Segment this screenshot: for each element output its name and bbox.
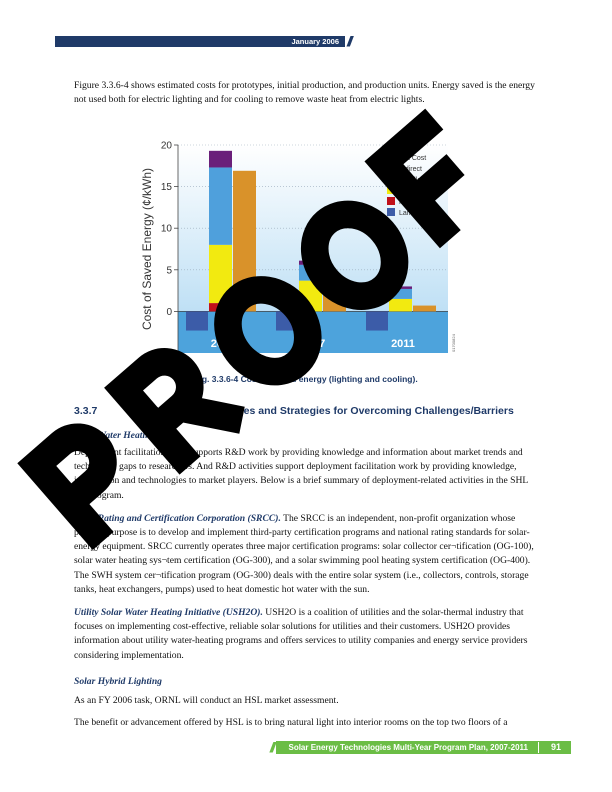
figure-caption: Fig. 3.3.6-4 Cost of saved energy (lighting and cooling). — [194, 374, 418, 384]
shl-heading: Solar Hybrid Lighting — [74, 675, 162, 687]
y-tick-label: -5 — [163, 348, 172, 360]
y-tick-label: 0 — [166, 306, 172, 318]
srcc-title: Solar Rating and Certification Corporation (SRCC). — [74, 512, 281, 524]
shl-paragraph-2: The benefit or advancement offered by HSL is to bring natural light into interior rooms on the top two floors of a — [74, 717, 508, 729]
legend-label: Lamp O&M — [399, 210, 435, 217]
section-title: SHL Market Opportunities and Strategies for Overcoming Challenges/Barriers — [126, 405, 514, 417]
x-tick-label: 2005 — [210, 338, 236, 350]
legend-label: System — [399, 188, 423, 195]
bar-lamp-om — [276, 311, 298, 330]
legend-swatch — [387, 186, 395, 194]
bar-indirect — [299, 261, 322, 265]
section-number: 3.3.7 — [74, 405, 98, 417]
x-tick-label: 2007 — [300, 338, 326, 350]
page-number: 91 — [550, 741, 561, 752]
shl-paragraph-1: As an FY 2006 task, ORNL will conduct an HSL market assessment. — [74, 694, 339, 706]
legend-swatch — [387, 153, 395, 161]
x-tick-label: 2011 — [391, 338, 415, 350]
footer-title: Solar Energy Technologies Multi-Year Program Plan, 2007-2011 — [288, 742, 528, 752]
header-date: January 2006 — [291, 37, 339, 46]
bar-installation — [389, 289, 412, 299]
legend-swatch — [387, 175, 395, 183]
ush2o-paragraph — [74, 606, 544, 663]
bar-lamp-om — [366, 311, 388, 330]
bar-installation — [299, 265, 322, 281]
bar-installation — [209, 167, 232, 244]
legend-swatch — [387, 164, 395, 172]
bar-indirect — [209, 151, 232, 168]
swh-paragraph: Deployment facilitation work supports R&D work by providing knowledge and information about market trends and technology gaps to researchers. And R&D activities support deployment facilitation work by providing knowledge, information and technologies to market players. Below is a brief summary of deployment-related activities in the SHL Subprogram. — [74, 447, 528, 501]
legend-label: HSL O&M — [399, 199, 431, 206]
srcc-text: The SRCC is an independent, non-profit organization whose primary purpose is to develop and implement third-party certification programs and national rating standards for solar-energy equipment. SRCC currently operates three major certification programs: solar collector cer¬tification (OG-100), solar water heating sys¬tem certification (OG-300), and a solar swimming pool heating system certification (OG-400). The SWH system cer¬tification program (OG-300) deals with the entire solar system (i.e., collectors, controls, storage tanks, heat exchangers, pumps) used to heat domestic hot water with the sun. — [74, 512, 534, 595]
bar-hslom — [209, 303, 232, 311]
body-text — [74, 429, 544, 739]
footer — [270, 739, 571, 755]
y-tick-label: 5 — [166, 265, 172, 277]
legend-label: Installation — [399, 177, 433, 184]
bar-system — [209, 245, 232, 303]
section-heading — [74, 405, 514, 417]
legend-swatch — [387, 208, 395, 216]
bar-indirect — [389, 286, 412, 288]
legend-label: Indirect — [399, 166, 422, 173]
y-tick-label: 20 — [160, 140, 172, 152]
bar-net-cost — [233, 171, 256, 312]
y-tick-label: 15 — [160, 182, 172, 194]
bar-system — [299, 281, 322, 312]
bar-lamp-om — [186, 311, 208, 330]
bar-system — [389, 299, 412, 311]
ush2o-title: Utility Solar Water Heating Initiative (USH2O). — [74, 607, 263, 619]
bar-net-cost — [323, 281, 346, 312]
intro-paragraph: Figure 3.3.6-4 shows estimated costs for prototypes, initial production, and production units. Energy saved is the energy not used both for electric lighting and for cooling to remove waste heat from electric lights. — [74, 80, 535, 106]
bar-net-cost — [413, 306, 436, 312]
figure-id: 01700824 — [451, 334, 456, 352]
y-axis-label: Cost of Saved Energy (¢/kWh) — [140, 167, 154, 331]
legend-swatch — [387, 197, 395, 205]
swh-heading: Solar Water Heating — [74, 430, 156, 441]
legend-label: Net Cost — [399, 155, 427, 162]
ush2o-text: USH2O is a coalition of utilities and the solar-thermal industry that focuses on implementing cost-effective, reliable solar solutions for utilities and their customers. USH2O provides information about utility water-heating programs and offers services to utility companies and energy service providers considering implementation. — [74, 607, 528, 661]
srcc-paragraph — [74, 512, 544, 597]
header-slashes-icon: /// — [347, 33, 350, 49]
y-tick-label: 10 — [160, 223, 172, 235]
footer-bar — [276, 741, 571, 754]
footer-slashes-icon: /// — [269, 739, 273, 755]
